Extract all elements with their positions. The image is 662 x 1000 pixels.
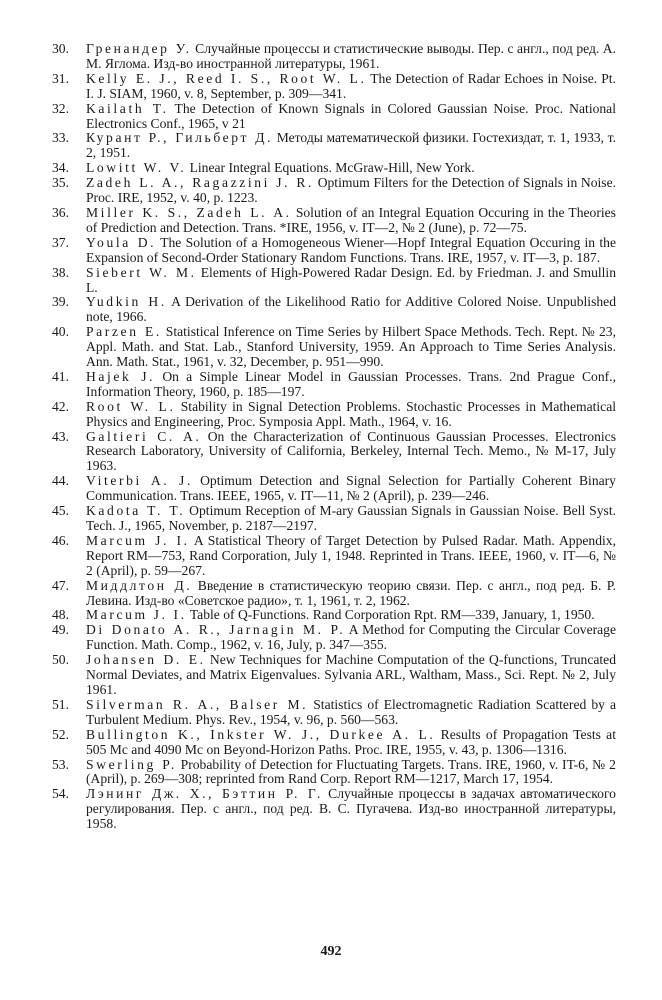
reference-item	[52, 608, 616, 623]
reference-author: Galtieri C. A.	[86, 428, 202, 444]
reference-number: 42.	[52, 398, 69, 414]
reference-number: 37.	[52, 234, 69, 250]
reference-number: 33.	[52, 130, 69, 146]
reference-number: 31.	[52, 70, 69, 86]
reference-text: Optimum Detection and Signal Selection for Partially Coherent Binary Communication. Trans. IEEE, 1965, v. IT—11, № 2 (April), p. 239—246.	[86, 473, 616, 504]
reference-number: 39.	[52, 294, 69, 310]
reference-item	[52, 430, 616, 475]
page-number: 492	[320, 944, 342, 959]
reference-text: A Statistical Theory of Target Detection by Pulsed Radar. Math. Appendix, Report RM—753, Rand Corporation, July 1, 1948. Reprinted in Trans. IEEE, 1960, v. IT—6, № 2 (April), p. 59—267.	[86, 532, 616, 578]
reference-author: Swerling P.	[86, 756, 177, 772]
reference-item	[52, 42, 616, 72]
reference-author: Di Donato A. R., Jarnagin M. P.	[86, 622, 346, 638]
reference-item	[52, 400, 616, 430]
reference-text: Results of Propagation Tests at 505 Mc and 4090 Mc on Beyond-Horizon Paths. Proc. IRE, 1955, v. 43, p. 1306—1316.	[86, 726, 616, 757]
reference-text: Optimum Reception of M-ary Gaussian Signals in Gaussian Noise. Bell Syst. Tech. J., 1965, November, p. 2187—2197.	[86, 503, 616, 533]
reference-number: 53.	[52, 756, 69, 772]
reference-author: Курант Р., Гильберт Д.	[86, 130, 274, 146]
reference-text: The Detection of Known Signals in Colored Gaussian Noise. Proc. National Electronics Conf., 1965, v 21	[86, 100, 616, 131]
reference-text: On the Characterization of Continuous Gaussian Processes. Electronics Research Laboratory, University of California, Berkeley, Internal Tech. Memo., № M-17, July 1963.	[86, 428, 616, 474]
reference-item	[52, 325, 616, 370]
reference-text: The Solution of a Homogeneous Wiener—Hopf Integral Equation Occuring in the Expansion of Second-Order Stationary Random Functions. Trans. IRE, 1957, v. IT—3, p. 187.	[86, 234, 616, 265]
reference-item	[52, 728, 616, 758]
reference-author: Marcum J. I.	[86, 607, 187, 623]
reference-text: Случайные процессы в задачах автоматического регулирования. Пер. с англ., под ред. В. С. Пугачева. Изд-во иностранной литературы, 1958.	[86, 786, 616, 832]
reference-author: Bullington K., Inkster W. J., Durkee A. L.	[86, 726, 436, 742]
reference-item	[52, 236, 616, 266]
reference-number: 30.	[52, 41, 69, 56]
reference-number: 43.	[52, 428, 69, 444]
reference-number: 32.	[52, 100, 69, 116]
reference-author: Marcum J. I.	[86, 532, 190, 548]
reference-number: 48.	[52, 607, 69, 623]
reference-text: Solution of an Integral Equation Occuring in the Theories of Prediction and Detection. Trans. *IRE, 1956, v. IT—2, № 2 (June), p. 72—75.	[86, 204, 616, 235]
reference-number: 49.	[52, 622, 69, 638]
reference-number: 40.	[52, 324, 69, 340]
reference-author: Root W. L.	[86, 398, 176, 414]
reference-author: Viterbi A. J.	[86, 473, 193, 489]
reference-item	[52, 131, 616, 161]
reference-item	[52, 579, 616, 609]
reference-author: Kelly E. J., Reed I. S., Root W. L.	[86, 70, 367, 86]
reference-text: Методы математической физики. Гостехиздат, т. 1, 1933, т. 2, 1951.	[86, 130, 616, 161]
reference-item	[52, 787, 616, 832]
reference-author: Zadeh L. A., Ragazzini J. R.	[86, 175, 315, 191]
reference-item	[52, 758, 616, 788]
reference-author: Миддлтон Д.	[86, 577, 193, 593]
reference-item	[52, 653, 616, 698]
reference-text: Probability of Detection for Fluctuating Targets. Trans. IRE, 1960, v. IT-6, № 2 (April), p. 269—308; reprinted from Rand Corp. Report RM—1217, March 17, 1954.	[86, 756, 616, 787]
reference-author: Yudkin H.	[86, 294, 167, 310]
reference-author: Kailath T.	[86, 100, 169, 116]
reference-text: Optimum Filters for the Detection of Signals in Noise. Proc. IRE, 1952, v. 40, p. 1223.	[86, 175, 617, 206]
reference-number: 52.	[52, 726, 69, 742]
reference-number: 51.	[52, 696, 69, 712]
reference-number: 47.	[52, 577, 69, 593]
reference-number: 45.	[52, 503, 69, 519]
reference-item	[52, 504, 616, 534]
reference-item	[52, 370, 616, 400]
reference-item	[52, 161, 616, 176]
reference-author: Silverman R. A., Balser M.	[86, 696, 309, 712]
reference-number: 34.	[52, 160, 69, 176]
reference-item	[52, 206, 616, 236]
reference-author: Johansen D. E.	[86, 652, 206, 668]
reference-item	[52, 295, 616, 325]
reference-author: Hajek J.	[86, 368, 156, 384]
reference-text: Statistical Inference on Time Series by Hilbert Space Methods. Tech. Rept. № 23, Appl. Math. and Stat. Lab., Stanford University, 1959. An Approach to Time Series Analysis. Ann. Math. Stat., 1961, v. 32, December, p. 951—990.	[86, 324, 616, 370]
reference-author: Parzen E.	[86, 324, 162, 340]
reference-item	[52, 176, 616, 206]
reference-number: 54.	[52, 786, 69, 802]
reference-number: 46.	[52, 532, 69, 548]
reference-item	[52, 534, 616, 579]
reference-number: 41.	[52, 368, 69, 384]
reference-text: New Techniques for Machine Computation of the Q-functions, Truncated Normal Deviates, and Matrix Eigenvalues. Sylvania ARL, Waltham, Mass., Sci. Rept. № 2, July 1961.	[86, 652, 616, 697]
reference-item	[52, 698, 616, 728]
reference-text: Linear Integral Equations. McGraw-Hill, New York.	[186, 160, 475, 176]
reference-author: Kadota T. T.	[86, 503, 186, 519]
reference-number: 35.	[52, 175, 69, 191]
reference-author: Лэнинг Дж. Х., Бэттин Р. Г.	[86, 786, 323, 802]
reference-text: Elements of High-Powered Radar Design. Ed. by Friedman. J. and Smullin L.	[86, 264, 616, 295]
reference-author: Lowitt W. V.	[86, 160, 187, 176]
reference-item	[52, 102, 616, 132]
reference-item	[52, 266, 616, 296]
reference-text: Statistics of Electromagnetic Radiation Scattered by a Turbulent Medium. Phys. Rev., 1954, v. 96, p. 560—563.	[86, 696, 616, 727]
reference-author: Miller K. S., Zadeh L. A.	[86, 204, 292, 220]
reference-number: 44.	[52, 473, 69, 489]
reference-text: Случайные процессы и статистические выводы. Пер. с англ., под ред. А. М. Яглома. Изд-во иностранной литературы, 1961.	[86, 41, 616, 71]
reference-text: Введение в статистическую теорию связи. Пер. с англ., под ред. Б. Р. Левина. Изд-во «Советское радио», т. 1, 1961, т. 2, 1962.	[86, 577, 616, 608]
reference-text: A Method for Computing the Circular Coverage Function. Math. Comp., 1962, v. 16, July, p. 347—355.	[86, 622, 617, 653]
reference-text: Table of Q-Functions. Rand Corporation Rpt. RM—339, January, 1, 1950.	[186, 607, 595, 623]
reference-number: 50.	[52, 652, 69, 668]
reference-author: Гренандер У.	[86, 41, 192, 56]
reference-list	[52, 42, 616, 832]
reference-number: 36.	[52, 204, 69, 220]
reference-text: On a Simple Linear Model in Gaussian Processes. Trans. 2nd Prague Conf., Information Theory, 1960, p. 185—197.	[86, 368, 616, 399]
reference-author: Siebert W. M.	[86, 264, 197, 280]
reference-item	[52, 474, 616, 504]
reference-number: 38.	[52, 264, 69, 280]
reference-item	[52, 623, 616, 653]
reference-text: The Detection of Radar Echoes in Noise. Pt. I. J. SIAM, 1960, v. 8, September, p. 309—341.	[86, 70, 616, 101]
reference-text: Stability in Signal Detection Problems. Stochastic Processes in Mathematical Physics and Engineering, Proc. Symposia Appl. Math., 1964, v. 16.	[86, 398, 617, 429]
reference-author: Youla D.	[86, 234, 157, 250]
reference-item	[52, 72, 616, 102]
reference-text: A Derivation of the Likelihood Ratio for Additive Colored Noise. Unpublished note, 1966.	[86, 294, 616, 325]
